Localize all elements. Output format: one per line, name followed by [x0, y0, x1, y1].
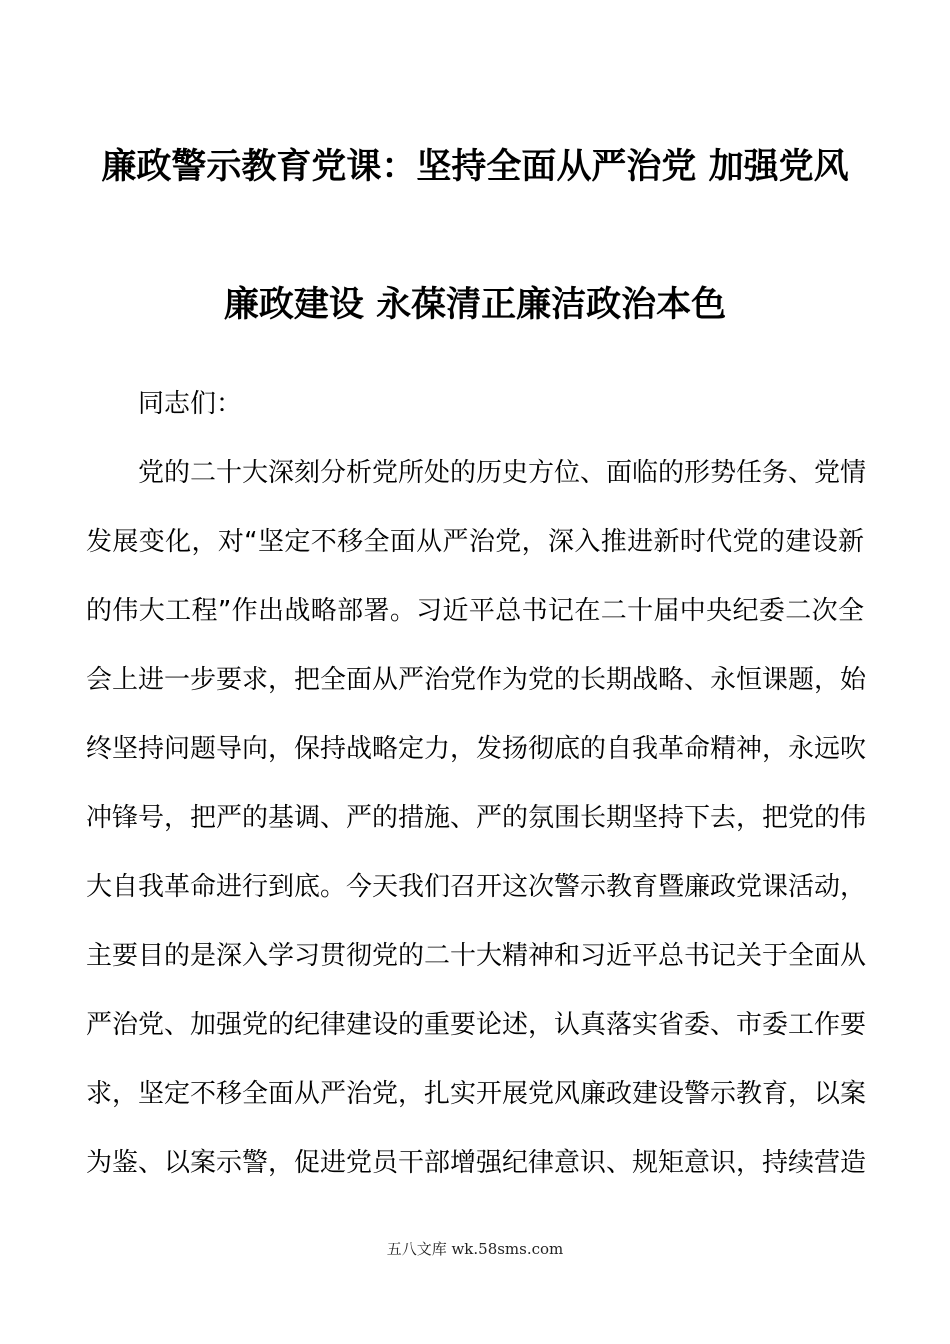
greeting: 同志们：	[138, 389, 243, 419]
body-line: 大自我革命进行到底。今天我们召开这次警示教育暨廉政党课活动，	[86, 872, 867, 902]
body-line: 严治党、加强党的纪律建设的重要论述，认真落实省委、市委工作要	[86, 1010, 867, 1040]
body-line: 求，坚定不移全面从严治党，扎实开展党风廉政建设警示教育，以案	[86, 1079, 867, 1109]
document-title-line-2: 廉政建设 永葆清正廉洁政治本色	[223, 285, 727, 325]
body-line: 发展变化，对“坚定不移全面从严治党，深入推进新时代党的建设新	[86, 527, 864, 557]
body-line: 冲锋号，把严的基调、严的措施、严的氛围长期坚持下去，把党的伟	[86, 803, 867, 833]
body-line: 为鉴、以案示警，促进党员干部增强纪律意识、规矩意识，持续营造	[86, 1148, 867, 1178]
body-line: 终坚持问题导向，保持战略定力，发扬彻底的自我革命精神，永远吹	[86, 734, 867, 764]
document-title-line-1: 廉政警示教育党课：坚持全面从严治党 加强党风	[101, 147, 849, 187]
footer-watermark: 五八文库 wk.58sms.com	[386, 1240, 564, 1258]
body-line: 主要目的是深入学习贯彻党的二十大精神和习近平总书记关于全面从	[86, 941, 867, 971]
body-line: 的伟大工程”作出战略部署。习近平总书记在二十届中央纪委二次全	[86, 596, 864, 626]
body-line: 会上进一步要求，把全面从严治党作为党的长期战略、永恒课题，始	[86, 665, 867, 695]
body-line: 党的二十大深刻分析党所处的历史方位、面临的形势任务、党情	[138, 458, 867, 488]
